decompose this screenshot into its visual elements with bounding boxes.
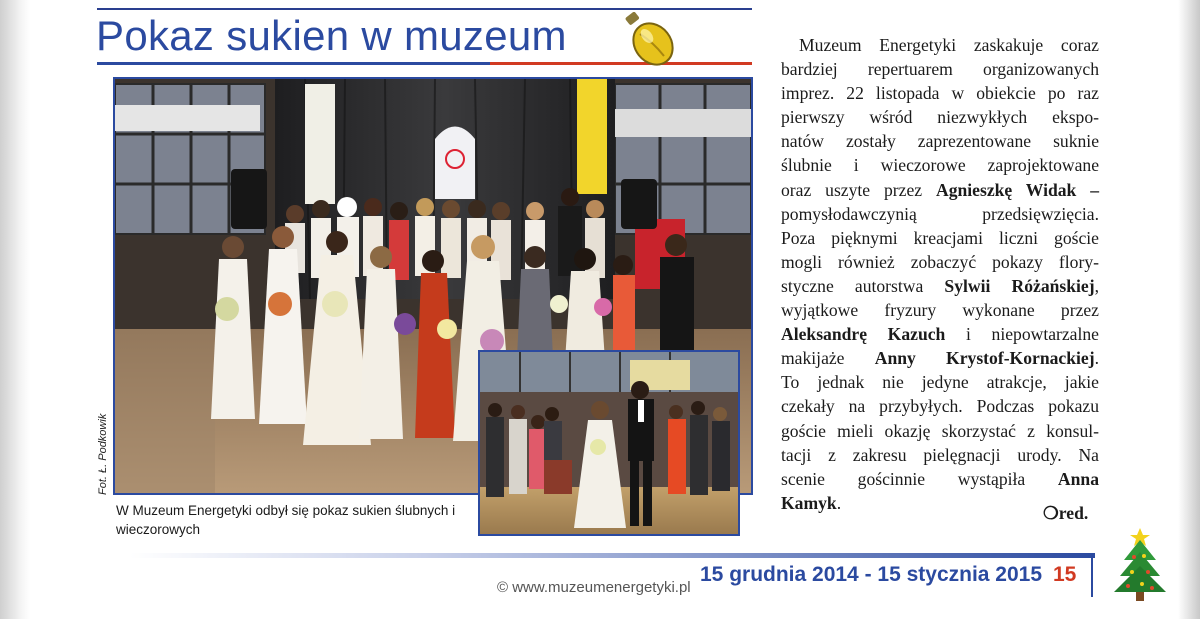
article-line	[781, 274, 1099, 298]
singer-last-name: Kamyk	[781, 492, 837, 513]
issue-date-range: 15 grudnia 2014 - 15 stycznia 2015	[700, 563, 1043, 586]
article-text: ,	[1094, 275, 1099, 296]
article-line	[781, 322, 1099, 346]
article-line: Muzeum Energetyki zaskakuje coraz	[799, 35, 1099, 55]
article-line: natów zostały zaprezentowane suknie	[781, 131, 1099, 152]
photo-credit: Fot. Ł. Podkowik	[97, 413, 109, 495]
runway-inset-photo	[478, 350, 740, 536]
article-text: .	[836, 492, 842, 513]
article-body	[781, 33, 1099, 515]
article-headline: Pokaz sukien w muzeum	[96, 12, 567, 59]
article-text: scenie gościnnie wystąpiła	[781, 468, 1058, 489]
page-edge-shadow	[1178, 0, 1200, 619]
article-line: wyjątkowe fryzury wykonane przez	[781, 300, 1099, 321]
article-line: To jednak nie jedyne atrakcje, jakie	[781, 372, 1099, 393]
article-text: .	[1094, 348, 1099, 369]
photo-caption: W Muzeum Energetyki odbył się pokaz sukien ślubnych i wieczorowych	[116, 503, 456, 537]
article-text: styczne autorstwa	[781, 275, 945, 296]
article-line: imprez. 22 listopada w obiekcie po raz	[781, 83, 1099, 104]
article-line: pomysłodawczynią przedsięwzięcia.	[781, 203, 1099, 224]
article-line	[781, 178, 1099, 202]
article-line: pierwszy wśród niezwykłych ekspo-	[781, 107, 1099, 128]
article-line: goście mieli okazję skorzystać z konsul-	[781, 420, 1099, 441]
article-line: czekały na przybyłych. Podczas pokazu	[781, 396, 1099, 417]
designer-name: Agnieszkę Widak –	[935, 179, 1100, 200]
website-watermark: © www.muzeumenergetyki.pl	[497, 579, 691, 596]
footer-separator	[1091, 553, 1093, 597]
hairdresser-name: Aleksandrę Kazuch	[781, 324, 946, 345]
article-line: Poza pięknymi kreacjami liczni goście	[781, 227, 1099, 248]
article-line: ślubnie i wieczorowe zaprojektowane	[781, 155, 1099, 176]
article-line: mogli również zobaczyć pokazy flory-	[781, 251, 1099, 272]
page-gutter-shadow	[0, 0, 30, 619]
article-signature: ❍red.	[1043, 503, 1089, 523]
florist-name: Sylwii Różańskiej	[944, 275, 1095, 296]
article-text: i niepowtarzalne	[945, 324, 1099, 345]
singer-first-name: Anna	[1057, 468, 1099, 489]
page-number: 15	[1053, 563, 1077, 586]
article-line	[781, 346, 1099, 370]
article-text: oraz uszyte przez	[781, 179, 936, 200]
christmas-ornament-icon	[620, 12, 676, 70]
footer-rule	[130, 553, 1095, 558]
article-line	[781, 467, 1099, 491]
christmas-tree-icon	[1112, 526, 1168, 602]
article-line: bardziej repertuarem organizowanych	[781, 59, 1099, 80]
article-line: tacji z zakresu pielęgnacji urody. Na	[781, 444, 1099, 465]
article-text: makijaże	[781, 348, 875, 369]
makeup-artist-name: Anny Krystof-Kornackiej	[874, 348, 1095, 369]
